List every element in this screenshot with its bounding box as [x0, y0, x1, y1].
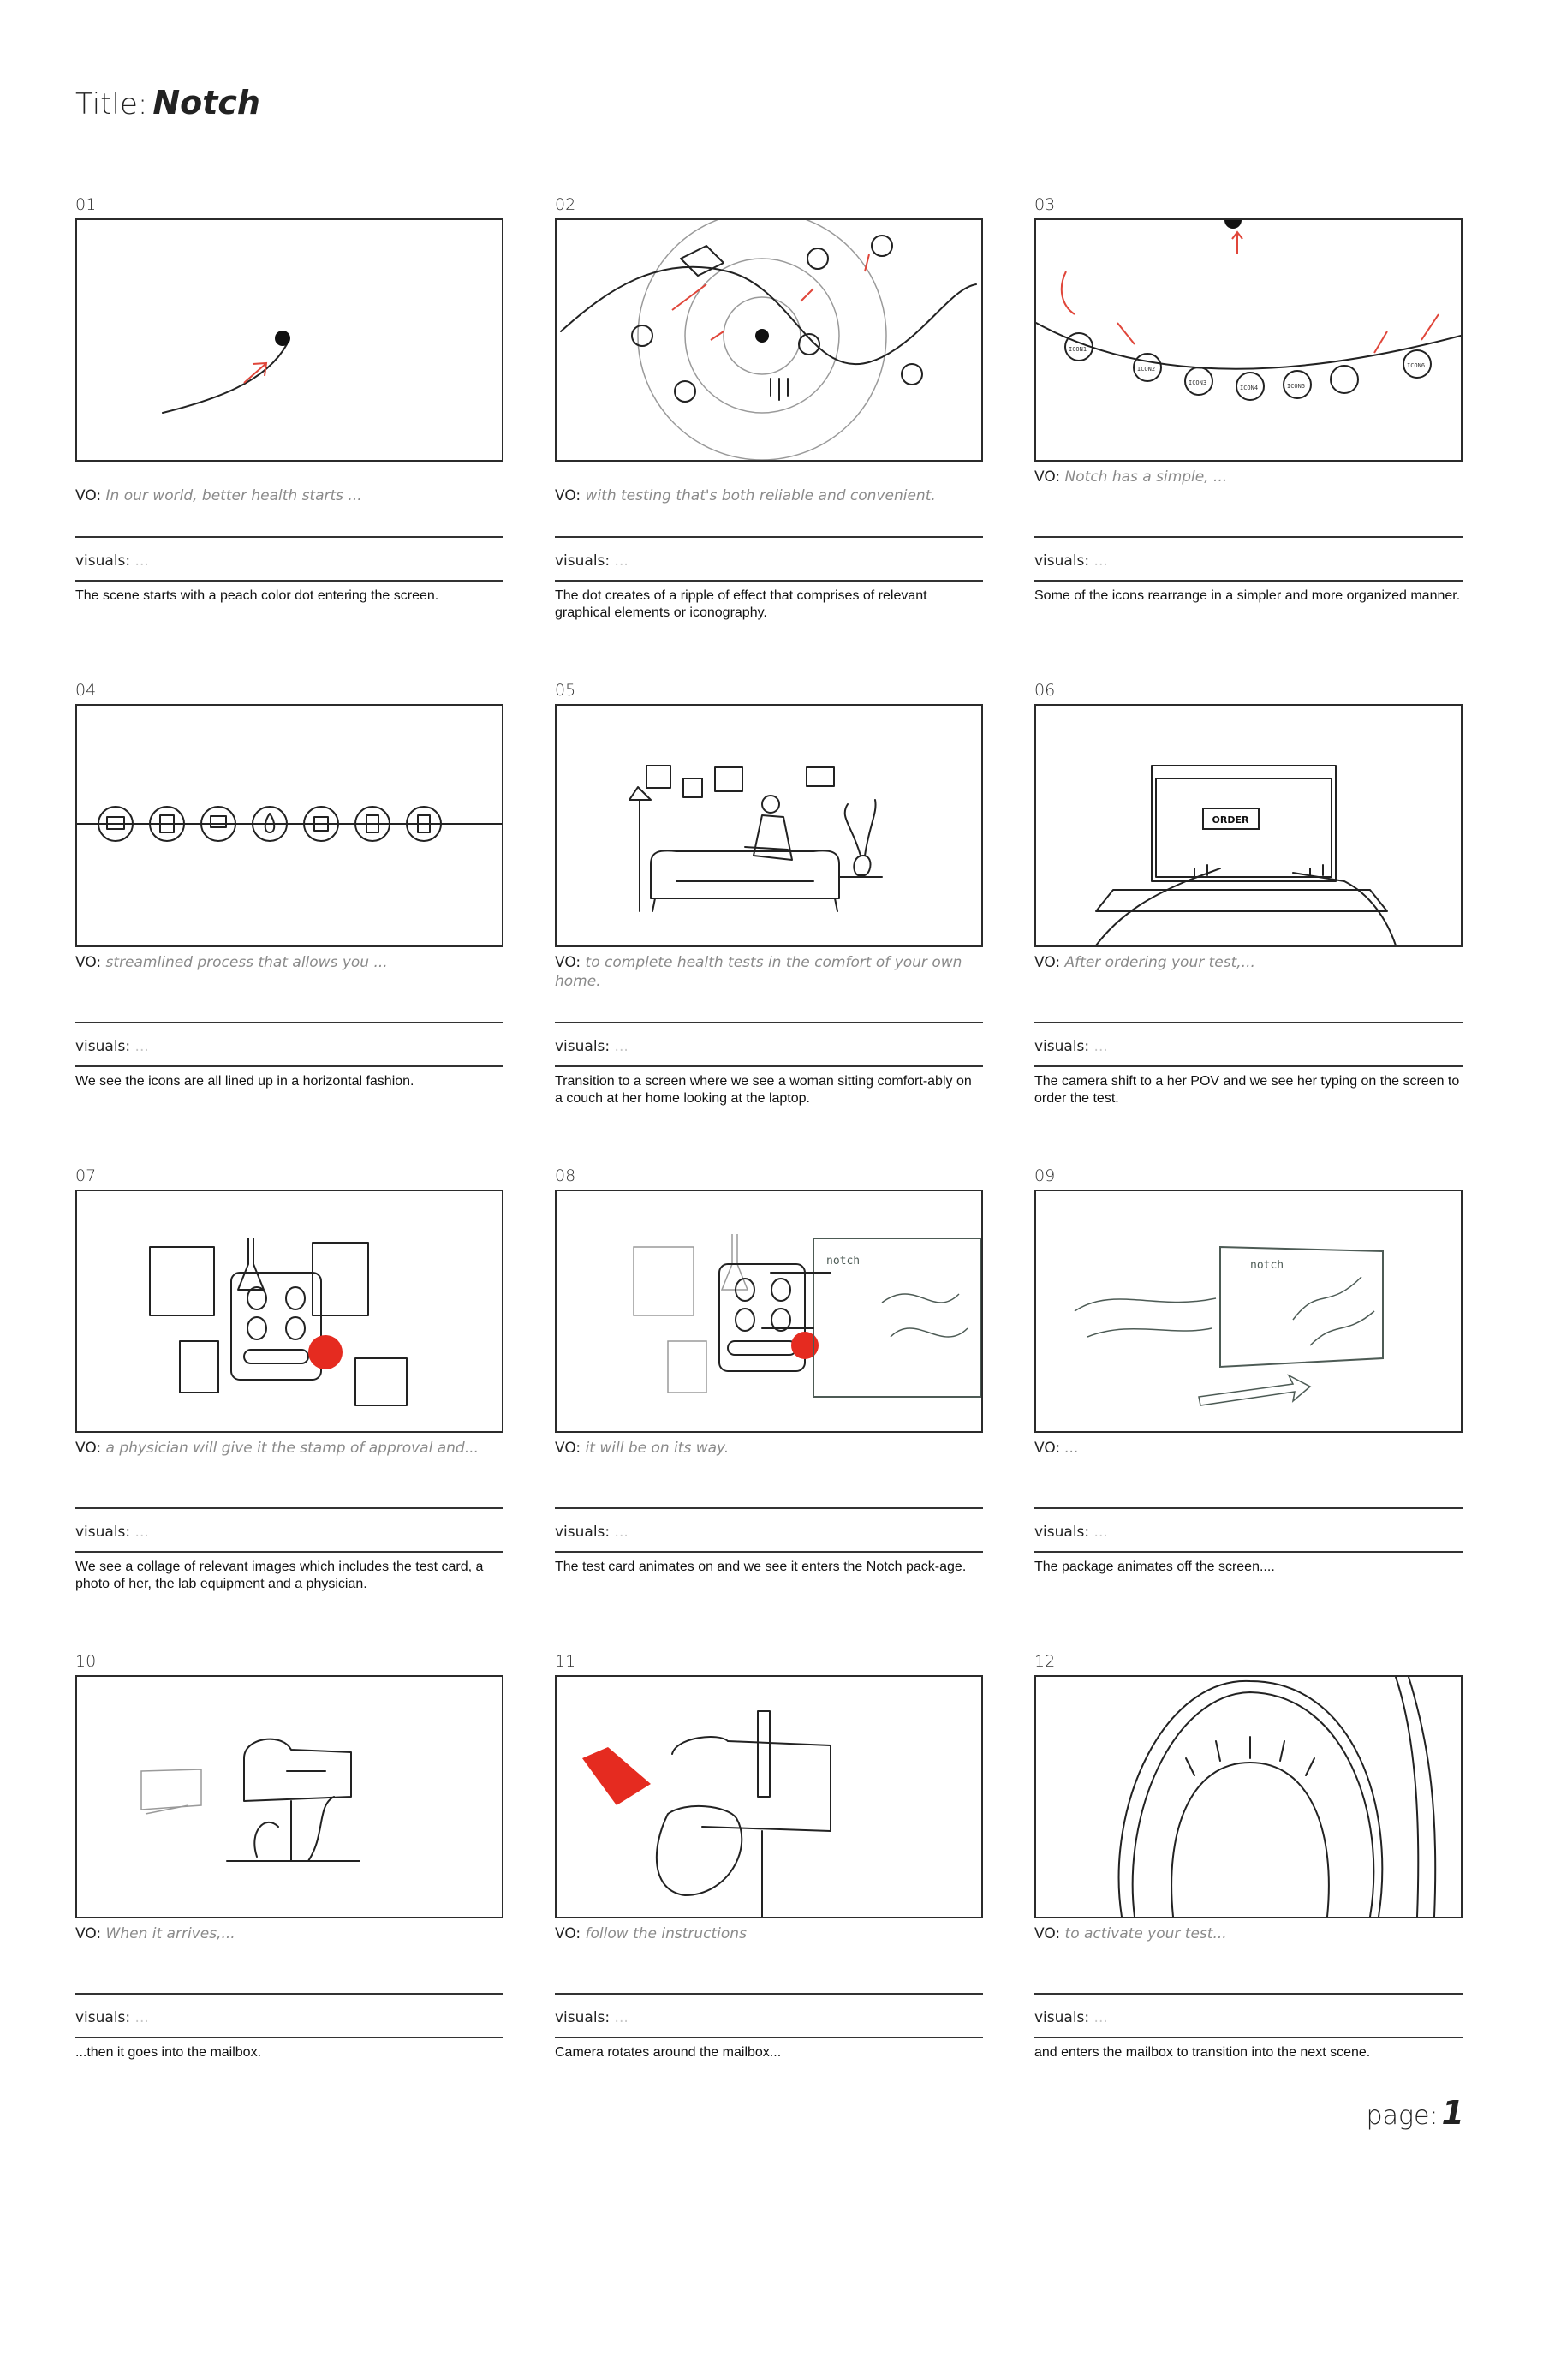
visuals-description: and enters the mailbox to transition into the next scene.	[1034, 2045, 1371, 2060]
storyboard-panel-10	[75, 1652, 503, 2380]
visuals-label: visuals: ...	[555, 1038, 629, 1055]
visuals-label: visuals: ...	[1034, 552, 1108, 570]
vo-line: VO: to activate your test...	[1034, 1925, 1227, 1942]
visuals-description: Camera rotates around the mailbox...	[555, 2045, 782, 2060]
sketch-woman-on-couch	[557, 706, 981, 945]
panel-frame	[1034, 218, 1463, 462]
panel-frame	[555, 1675, 983, 1918]
panel-number: 05	[555, 681, 576, 700]
vo-line: VO: it will be on its way.	[555, 1440, 730, 1457]
panel-frame	[1034, 1190, 1463, 1433]
visuals-description: We see a collage of relevant images which includes the test card, a photo of her, the lab equipment and a physician.	[75, 1560, 484, 1591]
sketch-mailbox-interior	[1036, 1677, 1461, 1917]
sketch-card-into-package	[557, 1191, 981, 1431]
visuals-description: The package animates off the screen....	[1034, 1560, 1275, 1574]
svg-text:ICON3: ICON3	[1189, 379, 1207, 386]
visuals-label: visuals: ...	[1034, 1524, 1108, 1541]
panel-number: 07	[75, 1166, 97, 1185]
vo-line: VO: When it arrives,...	[75, 1925, 235, 1942]
sketch-laptop-pov	[1036, 706, 1461, 945]
visuals-description: The camera shift to a her POV and we see her typing on the screen to order the test.	[1034, 1074, 1460, 1106]
panel-number: 01	[75, 195, 97, 214]
panel-number: 02	[555, 195, 576, 214]
storyboard-panel-12	[1034, 1652, 1463, 2380]
panel-frame	[555, 218, 983, 462]
vo-line: VO: streamlined process that allows you ...	[75, 954, 388, 971]
panel-frame	[1034, 1675, 1463, 1918]
panel-number: 12	[1034, 1652, 1056, 1671]
visuals-description: The test card animates on and we see it enters the Notch pack-age.	[555, 1560, 967, 1574]
visuals-label: visuals: ...	[555, 552, 629, 570]
visuals-description: Some of the icons rearrange in a simpler and more organized manner.	[1034, 588, 1461, 603]
vo-line: VO: In our world, better health starts ...	[75, 487, 362, 504]
visuals-label: visuals: ...	[1034, 1038, 1108, 1055]
panel-number: 04	[75, 681, 97, 700]
svg-text:notch: notch	[1250, 1259, 1284, 1272]
vo-line: VO: follow the instructions	[555, 1925, 747, 1942]
vo-line: VO: to complete health tests in the comfort of your own home.	[555, 954, 962, 990]
panel-number: 09	[1034, 1166, 1056, 1185]
sketch-dot-entering	[77, 220, 502, 460]
svg-text:ORDER: ORDER	[1212, 814, 1249, 826]
vo-line: VO: with testing that's both reliable and convenient.	[555, 487, 936, 504]
storyboard-panel-11	[555, 1652, 983, 2380]
visuals-label: visuals: ...	[75, 1038, 149, 1055]
panel-number: 08	[555, 1166, 576, 1185]
panel-frame	[1034, 704, 1463, 947]
visuals-description: The scene starts with a peach color dot entering the screen.	[75, 588, 439, 603]
vo-line: VO: a physician will give it the stamp of approval and...	[75, 1440, 479, 1457]
visuals-label: visuals: ...	[1034, 2009, 1108, 2026]
svg-text:ICON5: ICON5	[1287, 383, 1306, 390]
panel-frame	[75, 1675, 503, 1918]
sketch-icons-arc	[1036, 220, 1461, 460]
panel-number: 03	[1034, 195, 1056, 214]
svg-text:ICON2: ICON2	[1137, 366, 1156, 373]
visuals-label: visuals: ...	[555, 1524, 629, 1541]
visuals-description: ...then it goes into the mailbox.	[75, 2045, 262, 2060]
panel-number: 06	[1034, 681, 1056, 700]
panel-frame	[75, 1190, 503, 1433]
visuals-description: Transition to a screen where we see a woman sitting comfort-ably on a couch at her home looking at the laptop.	[555, 1074, 972, 1106]
svg-text:ICON1: ICON1	[1069, 346, 1087, 353]
sketch-collage	[77, 1191, 502, 1431]
svg-text:ICON4: ICON4	[1240, 385, 1259, 391]
panel-frame	[75, 218, 503, 462]
page-number: page: 1	[1366, 2094, 1464, 2132]
svg-text:ICON6: ICON6	[1407, 362, 1426, 369]
sketch-mailbox-rotate	[557, 1677, 981, 1917]
svg-text:notch: notch	[826, 1255, 861, 1268]
sketch-package-exit	[1036, 1191, 1461, 1431]
visuals-label: visuals: ...	[75, 1524, 149, 1541]
vo-line: VO: ...	[1034, 1440, 1079, 1457]
sketch-ripple-icons	[557, 220, 981, 460]
sketch-package-to-mailbox	[77, 1677, 502, 1917]
visuals-label: visuals: ...	[75, 2009, 149, 2026]
page-title: Title: Notch	[75, 84, 260, 122]
panel-frame	[555, 1190, 983, 1433]
vo-line: VO: After ordering your test,...	[1034, 954, 1255, 971]
panel-frame	[555, 704, 983, 947]
sketch-icons-lined-up	[77, 706, 502, 945]
panel-number: 10	[75, 1652, 97, 1671]
visuals-description: The dot creates of a ripple of effect that comprises of relevant graphical elements or iconography.	[555, 588, 927, 620]
panel-number: 11	[555, 1652, 576, 1671]
visuals-description: We see the icons are all lined up in a horizontal fashion.	[75, 1074, 414, 1089]
title-name: Notch	[152, 84, 260, 122]
panel-frame	[75, 704, 503, 947]
visuals-label: visuals: ...	[75, 552, 149, 570]
vo-line: VO: Notch has a simple, ...	[1034, 468, 1228, 486]
visuals-label: visuals: ...	[555, 2009, 629, 2026]
